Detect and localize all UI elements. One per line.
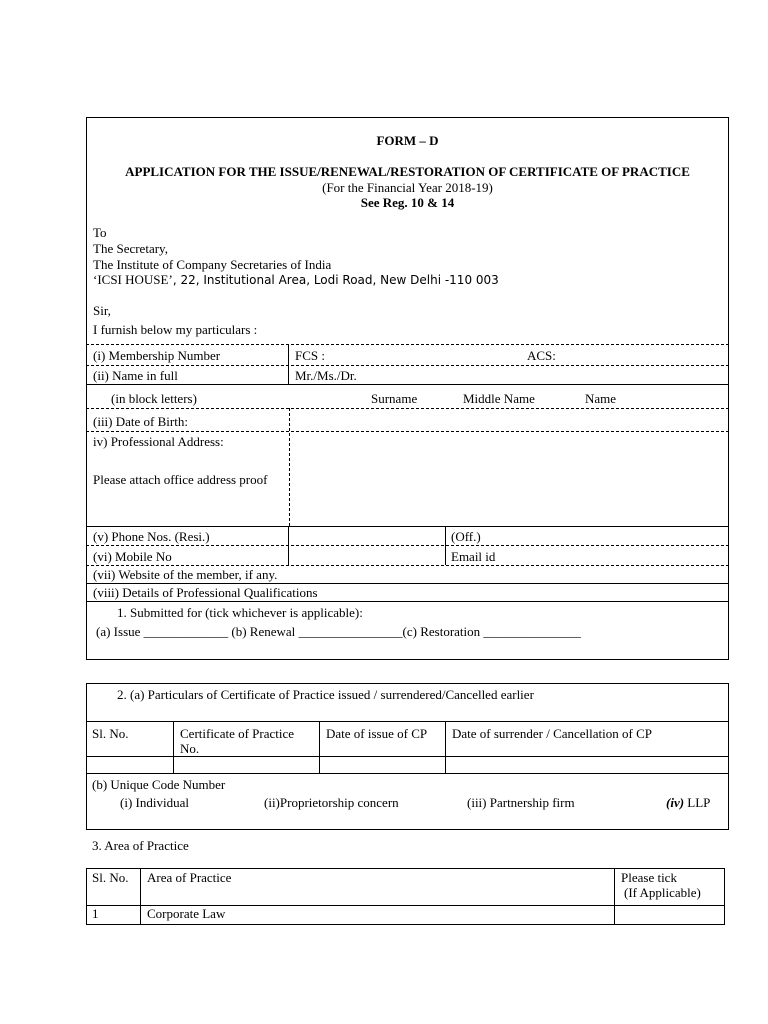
website-label: (vii) Website of the member, if any. [93,567,278,582]
rule [86,384,729,385]
area-of-practice-heading: 3. Area of Practice [92,838,189,853]
intro-text: I furnish below my particulars : [93,322,258,337]
mobile-field[interactable] [292,548,442,564]
issue-renewal-restoration[interactable]: (a) Issue _____________ (b) Renewal ________________(c) Restoration _______________ [96,624,581,639]
address-street: , 22, Institutional Area, Lodi Road, New Delhi -110 003 [172,273,499,287]
rule [86,408,729,409]
phone-resi-field[interactable] [292,528,442,544]
name-label-col: Name [585,391,617,406]
rule [86,601,729,602]
membership-number-label: (i) Membership Number [93,348,221,363]
rule [86,545,729,546]
rule [86,773,729,774]
regulation-reference: See Reg. 10 & 14 [360,195,455,210]
divider [445,721,446,773]
address-line-secretary: The Secretary, [93,241,168,256]
divider [289,408,290,526]
area-row-sl: 1 [92,906,99,921]
divider [173,721,174,773]
form-title: FORM – D [376,133,439,148]
rule [86,431,729,432]
divider [140,868,141,925]
unique-code-label: (b) Unique Code Number [92,777,226,792]
area-col-sl-no: Sl. No. [92,870,129,885]
name-label: (ii) Name in full [93,368,178,383]
divider [445,526,446,565]
rule [86,583,729,584]
dob-label: (iii) Date of Birth: [93,414,188,429]
llp-number: (iv) [666,795,685,810]
option-proprietorship[interactable]: (ii)Proprietorship concern [264,795,399,810]
professional-address-field[interactable] [295,434,720,522]
name-prefix-field[interactable]: Mr./Ms./Dr. [295,368,357,383]
area-row-tick-cell[interactable] [616,907,722,923]
address-proof-note: Please attach office address proof [93,472,268,487]
address-line-institute: The Institute of Company Secretaries of India [93,257,332,272]
submitted-for-label: 1. Submitted for (tick whichever is applicable): [117,605,363,620]
cp-col-sl-no: Sl. No. [92,726,129,741]
option-llp[interactable] [666,795,710,810]
application-title: APPLICATION FOR THE ISSUE/RENEWAL/RESTORATION OF CERTIFICATE OF PRACTICE [125,164,690,179]
divider [614,868,615,925]
divider [288,526,289,565]
cp-col-certificate-no: Certificate of Practice No. [180,726,295,756]
rule [86,344,729,345]
divider [319,721,320,773]
financial-year: (For the Financial Year 2018-19) [322,180,493,195]
email-label: Email id [451,549,496,564]
area-col-area: Area of Practice [147,870,232,885]
professional-address-label: iv) Professional Address: [93,434,224,449]
block-letters-note: (in block letters) [111,391,197,406]
qualifications-label: (viii) Details of Professional Qualifications [93,585,318,600]
option-individual[interactable]: (i) Individual [120,795,189,810]
area-row-name: Corporate Law [147,906,226,921]
cp-col-date-surrender: Date of surrender / Cancellation of CP [452,726,652,741]
middle-name-label: Middle Name [463,391,535,406]
rule [86,721,729,722]
salutation: Sir, [93,303,111,318]
rule [86,526,729,527]
option-partnership[interactable]: (iii) Partnership firm [467,795,575,810]
rule [86,756,729,757]
cp-col-date-issue: Date of issue of CP [326,726,428,741]
divider [288,344,289,384]
address-to: To [93,225,107,240]
surname-label: Surname [371,391,418,406]
cp-section-heading: 2. (a) Particulars of Certificate of Practice issued / surrendered/Cancelled earlier [117,687,534,702]
icsi-house: ‘ICSI HOUSE’ [93,272,173,287]
llp-label: LLP [684,795,711,810]
area-col-tick-note: (If Applicable) [624,885,701,900]
phone-resi-label: (v) Phone Nos. (Resi.) [93,529,210,544]
rule [86,365,729,366]
rule [86,565,729,566]
area-col-tick: Please tick [621,870,677,885]
acs-field[interactable]: ACS: [527,348,556,363]
fcs-field[interactable]: FCS : [295,348,325,363]
dob-field[interactable] [295,411,715,429]
address-line-location [93,272,499,288]
phone-office-label: (Off.) [451,529,481,544]
mobile-label: (vi) Mobile No [93,549,172,564]
